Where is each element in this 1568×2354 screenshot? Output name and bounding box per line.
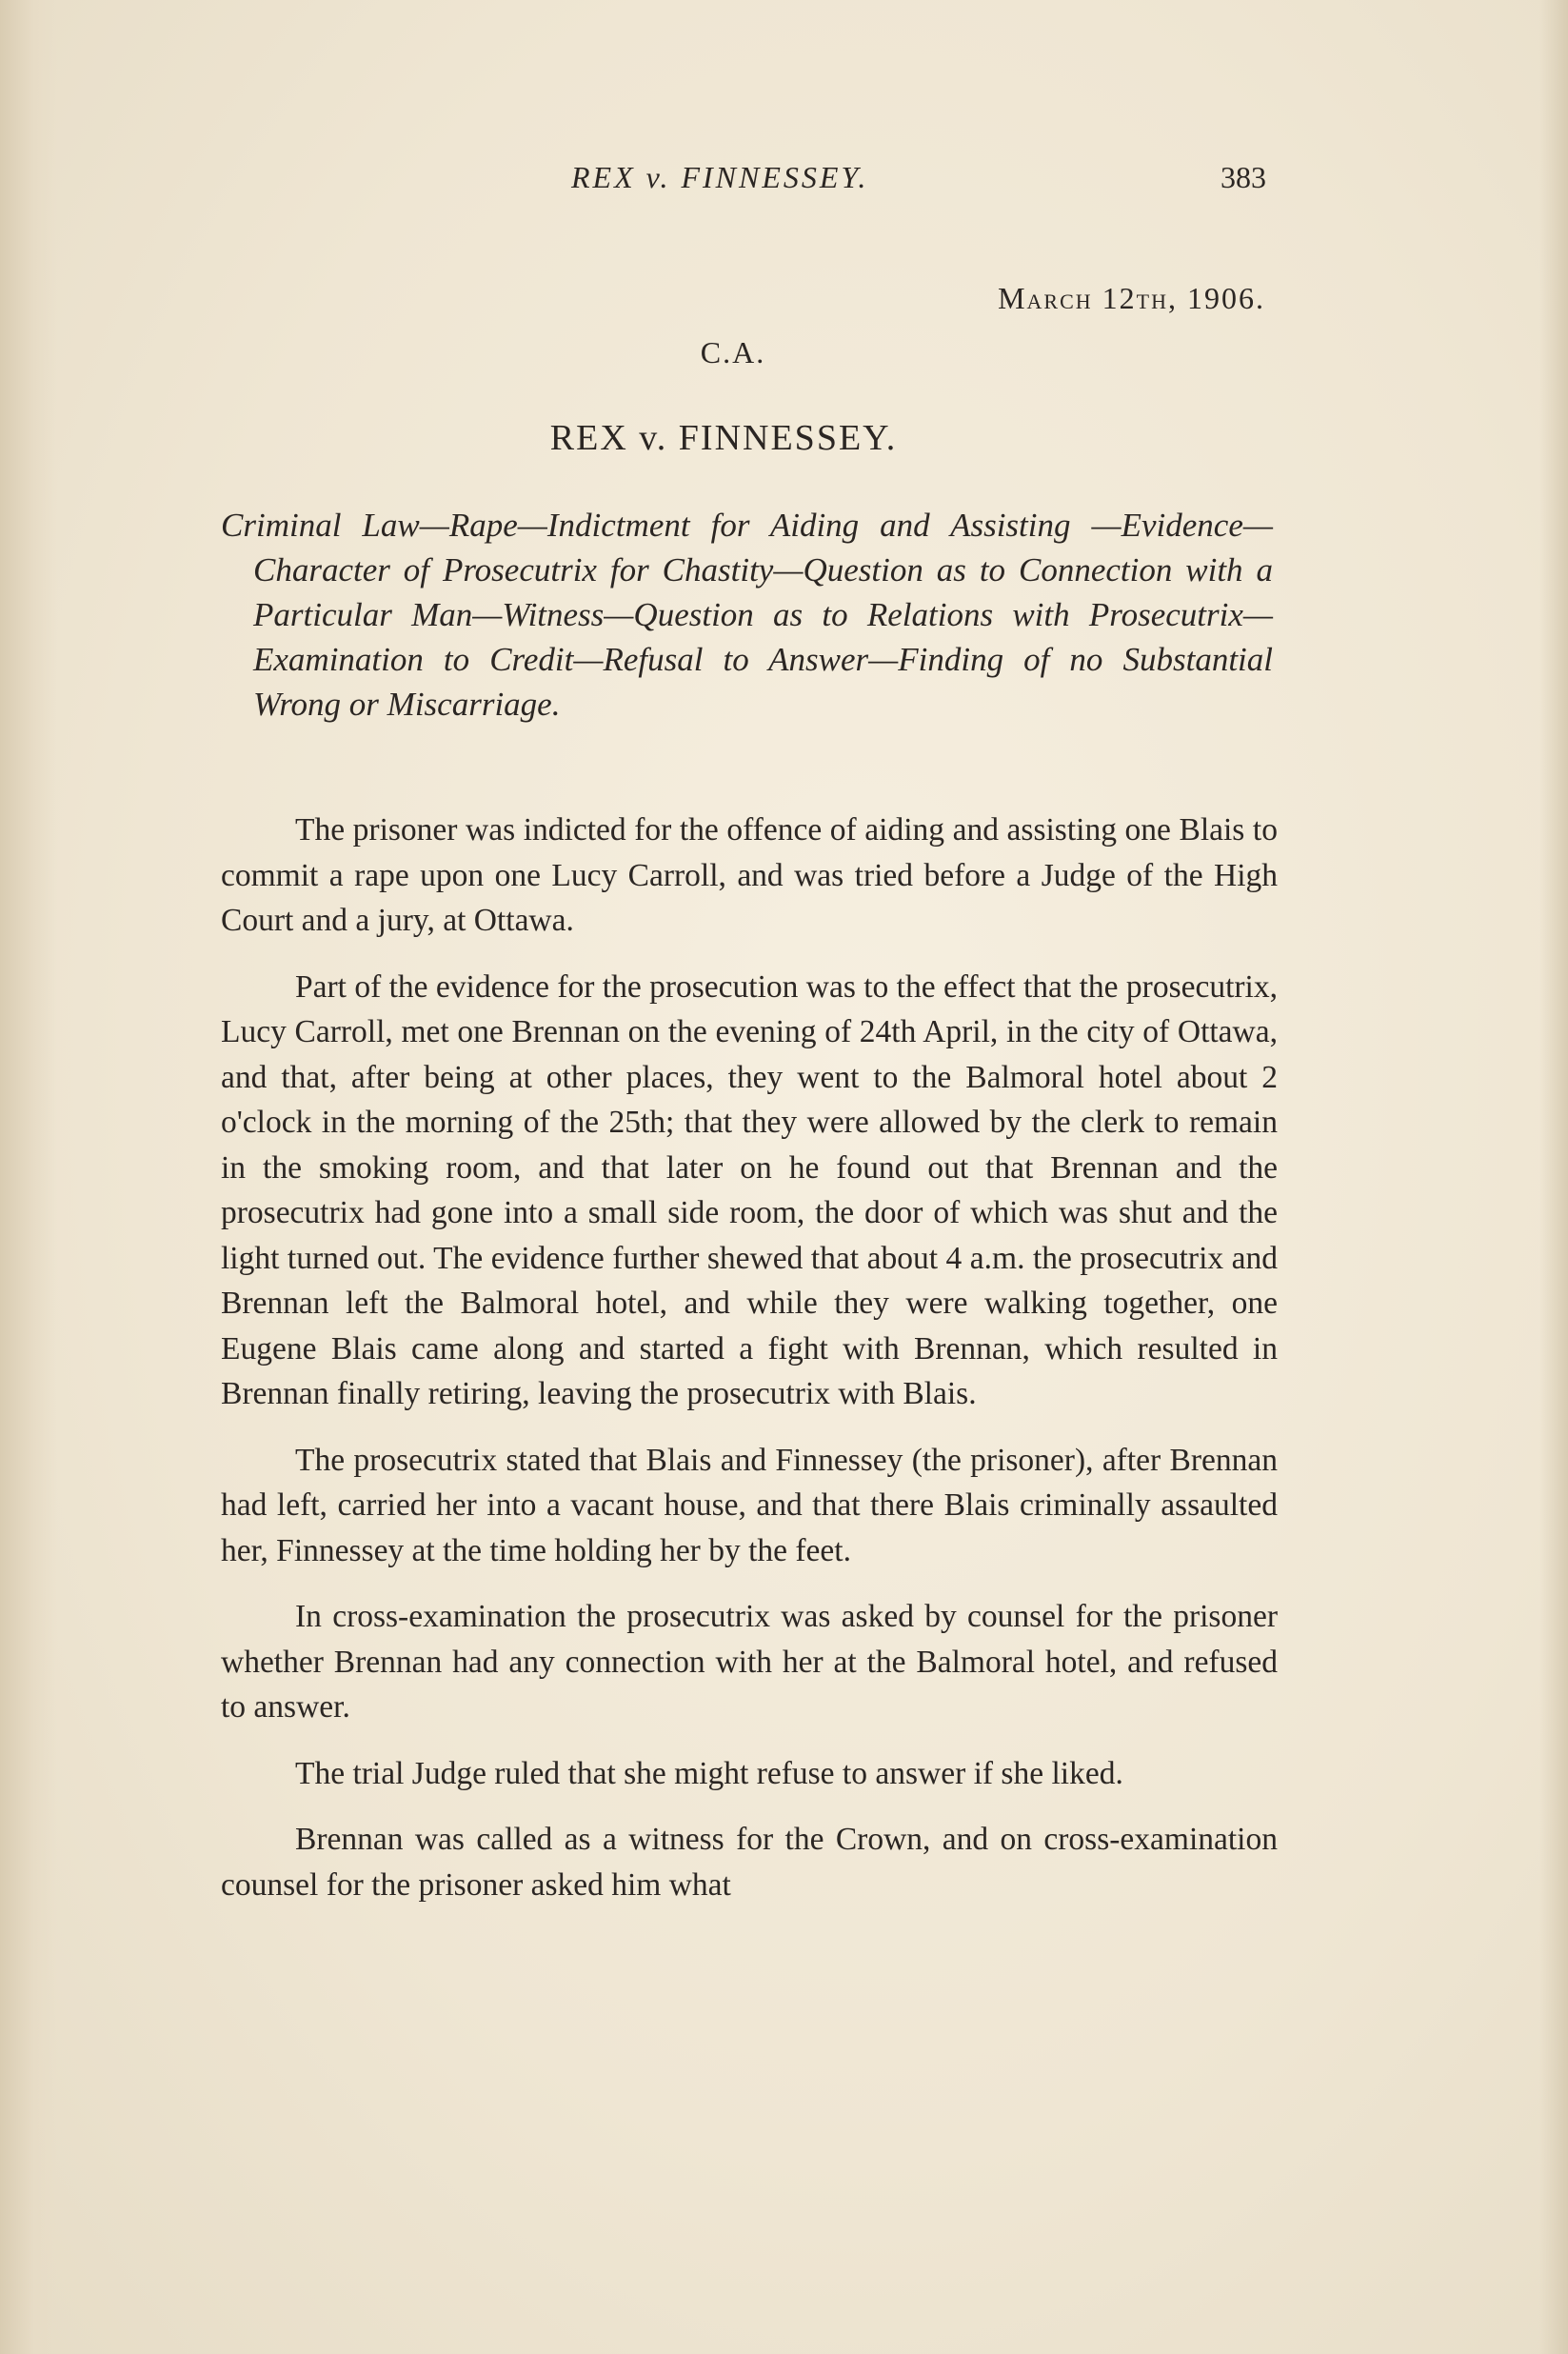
page-number: 383	[1221, 160, 1266, 194]
decision-date: March 12th, 1906.	[998, 281, 1265, 315]
page-gutter-shadow	[0, 0, 57, 2354]
court-designation: C.A.	[700, 335, 766, 369]
body-text	[221, 808, 1278, 1928]
case-title: REX v. FINNESSEY.	[549, 418, 898, 458]
running-head	[219, 160, 1266, 208]
page-edge-shadow	[1539, 0, 1568, 2354]
paragraph: Part of the evidence for the prosecution was to the effect that the prosecutrix, Lucy Carroll, met one Brennan on the evening of 24th April, in the city of Ottawa, and that, after being at other places, they went to the Balmoral hotel about 2 o'clock in the morning of the 25th; that they were allowed by the clerk to remain in the smoking room, and that later on he found out that Brennan and the prosecutrix had gone into a small side room, the door of which was shut and the light turned out. The evidence further shewed that about 4 a.m. the prosecutrix and Brennan left the Balmoral hotel, and while they were walking together, one Eugene Blais came along and started a fight with Brennan, which resulted in Brennan finally retiring, leaving the prosecutrix with Blais.	[221, 968, 1278, 1411]
paragraph: The prosecutrix stated that Blais and Finnessey (the prisoner), after Brennan had left, carried her into a vacant house, and that there Blais criminally assaulted her, Finnessey at the time holding her by the feet.	[221, 1442, 1278, 1568]
paragraph: The trial Judge ruled that she might refuse to answer if she liked.	[295, 1755, 1123, 1791]
paragraph: The prisoner was indicted for the offence of aiding and assisting one Blais to commit a rape upon one Lucy Carroll, and was tried before a Judge of the High Court and a jury, at Ottawa.	[221, 812, 1278, 938]
headnote: Criminal Law—Rape—Indictment for Aiding and Assisting —Evidence—Character of Prosecutrix for Chastity—Question as to Connection with a Particular Man—Witness—Question as to Relations with Prosecutrix—Examination to Credit—Refusal to Answer—Finding of no Substantial Wrong or Miscarriage.	[221, 507, 1273, 723]
paragraph: Brennan was called as a witness for the Crown, and on cross-examination counsel for the prisoner asked him what	[221, 1822, 1278, 1903]
running-head-title: REX v. FINNESSEY.	[571, 160, 869, 194]
paragraph: In cross-examination the prosecutrix was asked by counsel for the prisoner whether Brennan had any connection with her at the Balmoral hotel, and refused to answer.	[221, 1599, 1278, 1725]
